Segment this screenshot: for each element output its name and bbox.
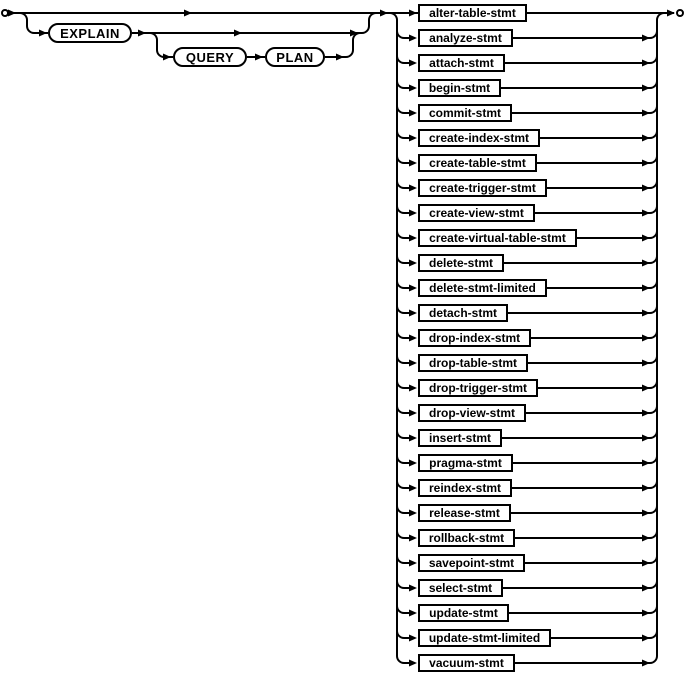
node-create-virtual-table-stmt[interactable] xyxy=(418,229,577,247)
keyword-explain-terminal xyxy=(48,23,132,43)
node-commit-stmt[interactable] xyxy=(418,104,512,122)
node-label: delete-stmt xyxy=(428,256,493,270)
node-create-index-stmt[interactable] xyxy=(418,129,540,147)
node-savepoint-stmt[interactable] xyxy=(418,554,525,572)
node-drop-trigger-stmt[interactable] xyxy=(418,379,538,397)
keyword-plan-terminal xyxy=(265,47,325,67)
node-label: create-index-stmt xyxy=(428,131,530,145)
keyword-plan-label: PLAN xyxy=(276,49,314,65)
node-delete-stmt[interactable] xyxy=(418,254,504,272)
node-detach-stmt[interactable] xyxy=(418,304,508,322)
node-label: reindex-stmt xyxy=(428,481,502,495)
node-label: create-table-stmt xyxy=(429,156,526,170)
keyword-query-terminal xyxy=(173,47,247,67)
node-label: analyze-stmt xyxy=(429,31,502,45)
node-create-trigger-stmt[interactable] xyxy=(418,179,547,197)
node-alter-table-stmt[interactable] xyxy=(418,4,527,22)
node-create-table-stmt[interactable] xyxy=(418,154,537,172)
node-rollback-stmt[interactable] xyxy=(418,529,515,547)
keyword-query-label: QUERY xyxy=(185,49,235,65)
node-create-view-stmt[interactable] xyxy=(418,204,535,222)
node-label: delete-stmt-limited xyxy=(429,281,536,295)
node-label: alter-table-stmt xyxy=(429,6,516,20)
node-drop-table-stmt[interactable] xyxy=(418,354,528,372)
node-update-stmt-limited[interactable] xyxy=(418,629,551,647)
node-label: insert-stmt xyxy=(428,431,491,445)
node-begin-stmt[interactable] xyxy=(418,79,501,97)
node-analyze-stmt[interactable] xyxy=(418,29,513,47)
node-label: drop-table-stmt xyxy=(429,356,517,370)
node-label: update-stmt-limited xyxy=(428,631,541,645)
node-label: drop-trigger-stmt xyxy=(429,381,527,395)
end-terminal-icon xyxy=(677,10,683,16)
node-label: create-virtual-table-stmt xyxy=(429,231,566,245)
start-terminal-icon xyxy=(2,10,8,16)
node-delete-stmt-limited[interactable] xyxy=(418,279,547,297)
node-label: select-stmt xyxy=(428,581,493,595)
node-drop-index-stmt[interactable] xyxy=(418,329,531,347)
node-label: detach-stmt xyxy=(428,306,497,320)
node-label: begin-stmt xyxy=(428,81,491,95)
node-reindex-stmt[interactable] xyxy=(418,479,512,497)
keyword-explain-label: EXPLAIN xyxy=(60,25,120,41)
node-label: attach-stmt xyxy=(429,56,494,70)
node-insert-stmt[interactable] xyxy=(418,429,502,447)
node-label: rollback-stmt xyxy=(428,531,505,545)
node-label: drop-index-stmt xyxy=(428,331,521,345)
rails-group xyxy=(2,10,683,667)
node-label: commit-stmt xyxy=(428,106,501,120)
node-attach-stmt[interactable] xyxy=(418,54,505,72)
node-label: pragma-stmt xyxy=(429,456,502,470)
node-label: savepoint-stmt xyxy=(428,556,515,570)
node-label: create-view-stmt xyxy=(429,206,524,220)
node-label: release-stmt xyxy=(429,506,500,520)
node-label: create-trigger-stmt xyxy=(429,181,536,195)
node-label: drop-view-stmt xyxy=(428,406,515,420)
node-drop-view-stmt[interactable] xyxy=(418,404,526,422)
node-pragma-stmt[interactable] xyxy=(418,454,513,472)
node-label: update-stmt xyxy=(429,606,498,620)
node-update-stmt[interactable] xyxy=(418,604,509,622)
node-label: vacuum-stmt xyxy=(429,656,504,670)
node-vacuum-stmt[interactable] xyxy=(418,654,515,672)
node-release-stmt[interactable] xyxy=(418,504,511,522)
node-select-stmt[interactable] xyxy=(418,579,503,597)
